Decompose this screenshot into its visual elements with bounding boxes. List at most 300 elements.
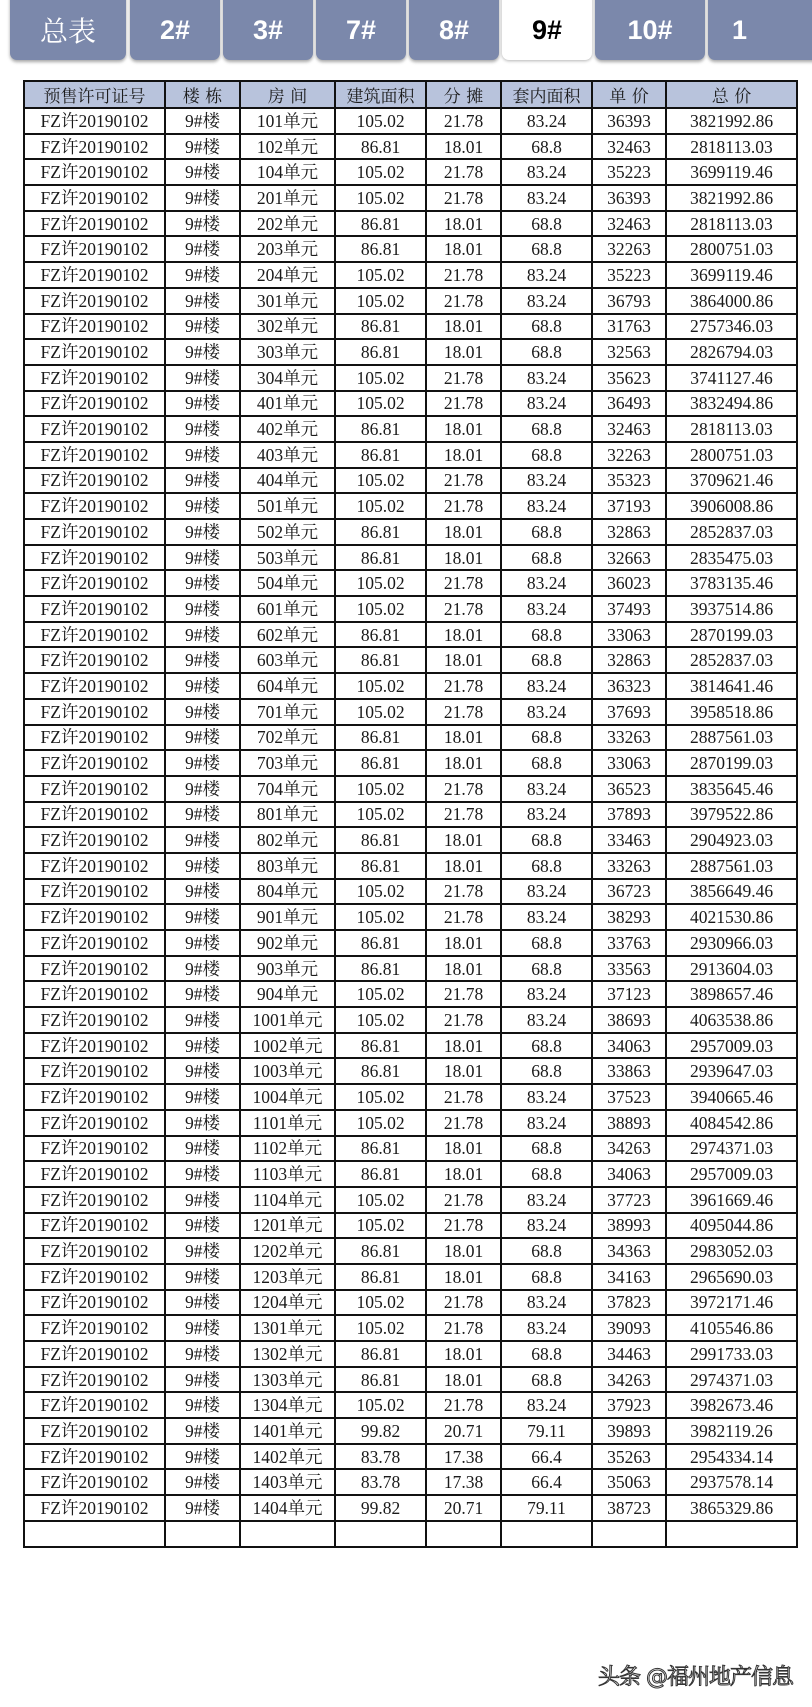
cell-total-price: 3979522.86 — [666, 802, 797, 828]
cell-unit: 704单元 — [240, 776, 335, 802]
table-row — [24, 1033, 797, 1059]
cell-net-area: 83.24 — [501, 776, 592, 802]
cell-building: 9#楼 — [165, 365, 240, 391]
cell-gross-area: 105.02 — [335, 879, 426, 905]
table-row — [24, 314, 797, 340]
table-row — [24, 827, 797, 853]
table-row — [24, 545, 797, 571]
cell-shared-area: 18.01 — [426, 416, 501, 442]
table-row — [24, 493, 797, 519]
table-row — [24, 1444, 797, 1470]
cell-unit: 904单元 — [240, 981, 335, 1007]
cell-permit-number: FZ许20190102 — [24, 1315, 165, 1341]
table-row — [24, 1367, 797, 1393]
cell-unit: 401单元 — [240, 391, 335, 417]
cell-permit-number: FZ许20190102 — [24, 1264, 165, 1290]
cell-net-area: 68.8 — [501, 519, 592, 545]
cell-permit-number: FZ许20190102 — [24, 1033, 165, 1059]
cell-unit: 501单元 — [240, 493, 335, 519]
cell-unit-price: 39093 — [592, 1315, 666, 1341]
cell-net-area: 83.24 — [501, 288, 592, 314]
cell-permit-number: FZ许20190102 — [24, 314, 165, 340]
cell-total-price: 2826794.03 — [666, 339, 797, 365]
cell-gross-area: 86.81 — [335, 1161, 426, 1187]
cell-permit-number: FZ许20190102 — [24, 1058, 165, 1084]
cell-unit-price: 37893 — [592, 802, 666, 828]
cell-unit-price: 33263 — [592, 853, 666, 879]
table-row — [24, 1136, 797, 1162]
cell-shared-area: 18.01 — [426, 1033, 501, 1059]
cell-unit-price: 36793 — [592, 288, 666, 314]
cell-unit-price: 34263 — [592, 1136, 666, 1162]
cell-unit-price — [592, 1521, 666, 1547]
cell-building: 9#楼 — [165, 930, 240, 956]
cell-net-area: 83.24 — [501, 570, 592, 596]
cell-unit-price: 34263 — [592, 1367, 666, 1393]
cell-gross-area: 105.02 — [335, 185, 426, 211]
table-row — [24, 211, 797, 237]
cell-gross-area: 105.02 — [335, 802, 426, 828]
cell-net-area: 79.11 — [501, 1495, 592, 1521]
cell-total-price: 3741127.46 — [666, 365, 797, 391]
table-row — [24, 159, 797, 185]
cell-unit-price: 32463 — [592, 211, 666, 237]
cell-total-price: 2954334.14 — [666, 1444, 797, 1470]
cell-building: 9#楼 — [165, 416, 240, 442]
cell-unit: 801单元 — [240, 802, 335, 828]
table-row — [24, 365, 797, 391]
cell-shared-area: 21.78 — [426, 1213, 501, 1239]
cell-unit: 302单元 — [240, 314, 335, 340]
cell-net-area: 83.24 — [501, 365, 592, 391]
table-row — [24, 699, 797, 725]
cell-unit-price: 38993 — [592, 1213, 666, 1239]
cell-unit-price: 36393 — [592, 108, 666, 134]
cell-total-price: 4084542.86 — [666, 1110, 797, 1136]
cell-building: 9#楼 — [165, 288, 240, 314]
tab-summary[interactable]: 总表 — [10, 0, 126, 60]
cell-permit-number: FZ许20190102 — [24, 622, 165, 648]
cell-building: 9#楼 — [165, 904, 240, 930]
cell-net-area: 83.24 — [501, 1290, 592, 1316]
cell-net-area: 68.8 — [501, 1033, 592, 1059]
table-row — [24, 1238, 797, 1264]
table-row — [24, 725, 797, 751]
table-row — [24, 1341, 797, 1367]
cell-shared-area: 18.01 — [426, 647, 501, 673]
table-row — [24, 134, 797, 160]
cell-permit-number: FZ许20190102 — [24, 211, 165, 237]
cell-building: 9#楼 — [165, 981, 240, 1007]
table-row — [24, 1418, 797, 1444]
cell-net-area: 83.24 — [501, 1213, 592, 1239]
tab-building-10[interactable]: 10# — [595, 0, 705, 60]
cell-gross-area: 105.02 — [335, 1007, 426, 1033]
cell-unit-price: 36723 — [592, 879, 666, 905]
cell-building: 9#楼 — [165, 1264, 240, 1290]
cell-building: 9#楼 — [165, 1058, 240, 1084]
cell-building: 9#楼 — [165, 596, 240, 622]
table-row — [24, 1264, 797, 1290]
cell-shared-area: 17.38 — [426, 1469, 501, 1495]
cell-unit: 701单元 — [240, 699, 335, 725]
cell-permit-number: FZ许20190102 — [24, 853, 165, 879]
cell-shared-area: 18.01 — [426, 1238, 501, 1264]
cell-gross-area: 105.02 — [335, 699, 426, 725]
cell-unit-price: 37193 — [592, 493, 666, 519]
cell-unit: 402单元 — [240, 416, 335, 442]
cell-gross-area: 105.02 — [335, 365, 426, 391]
cell-permit-number: FZ许20190102 — [24, 930, 165, 956]
cell-net-area: 68.8 — [501, 545, 592, 571]
cell-shared-area: 21.78 — [426, 596, 501, 622]
cell-unit: 104单元 — [240, 159, 335, 185]
cell-gross-area: 99.82 — [335, 1418, 426, 1444]
cell-permit-number: FZ许20190102 — [24, 545, 165, 571]
cell-gross-area: 86.81 — [335, 1367, 426, 1393]
cell-gross-area: 105.02 — [335, 493, 426, 519]
cell-permit-number: FZ许20190102 — [24, 365, 165, 391]
header-total-price: 总 价 — [666, 81, 797, 108]
tab-building-9[interactable]: 9# — [502, 0, 592, 60]
cell-permit-number: FZ许20190102 — [24, 956, 165, 982]
cell-unit: 1202单元 — [240, 1238, 335, 1264]
table-row — [24, 185, 797, 211]
table-row — [24, 981, 797, 1007]
cell-shared-area: 18.01 — [426, 1264, 501, 1290]
cell-total-price: 2974371.03 — [666, 1367, 797, 1393]
cell-shared-area: 21.78 — [426, 468, 501, 494]
table-row — [24, 647, 797, 673]
header-unit-price: 单 价 — [592, 81, 666, 108]
cell-gross-area: 105.02 — [335, 1110, 426, 1136]
tab-building-7[interactable]: 7# — [316, 0, 406, 60]
cell-shared-area — [426, 1521, 501, 1547]
table-row — [24, 1315, 797, 1341]
cell-net-area: 83.24 — [501, 159, 592, 185]
cell-shared-area: 18.01 — [426, 519, 501, 545]
cell-unit: 1002单元 — [240, 1033, 335, 1059]
cell-permit-number: FZ许20190102 — [24, 236, 165, 262]
cell-net-area: 68.8 — [501, 956, 592, 982]
table-row — [24, 1469, 797, 1495]
cell-unit-price: 34163 — [592, 1264, 666, 1290]
cell-building: 9#楼 — [165, 1392, 240, 1418]
cell-unit: 303单元 — [240, 339, 335, 365]
cell-total-price: 2818113.03 — [666, 134, 797, 160]
cell-shared-area: 21.78 — [426, 1110, 501, 1136]
cell-unit: 602单元 — [240, 622, 335, 648]
cell-building: 9#楼 — [165, 725, 240, 751]
cell-total-price: 3821992.86 — [666, 108, 797, 134]
cell-unit-price: 32663 — [592, 545, 666, 571]
cell-permit-number: FZ许20190102 — [24, 879, 165, 905]
cell-total-price: 4095044.86 — [666, 1213, 797, 1239]
cell-total-price: 2983052.03 — [666, 1238, 797, 1264]
cell-shared-area: 21.78 — [426, 1392, 501, 1418]
cell-net-area: 83.24 — [501, 493, 592, 519]
cell-net-area: 83.24 — [501, 185, 592, 211]
cell-building: 9#楼 — [165, 647, 240, 673]
tab-building-8[interactable]: 8# — [409, 0, 499, 60]
cell-gross-area: 105.02 — [335, 1213, 426, 1239]
cell-net-area: 83.24 — [501, 673, 592, 699]
cell-building: 9#楼 — [165, 1033, 240, 1059]
cell-unit-price: 38293 — [592, 904, 666, 930]
cell-total-price: 3835645.46 — [666, 776, 797, 802]
cell-net-area: 83.24 — [501, 699, 592, 725]
cell-unit: 1101单元 — [240, 1110, 335, 1136]
cell-shared-area: 21.78 — [426, 776, 501, 802]
cell-net-area: 83.24 — [501, 802, 592, 828]
cell-unit: 1302单元 — [240, 1341, 335, 1367]
cell-gross-area: 86.81 — [335, 622, 426, 648]
cell-gross-area: 105.02 — [335, 776, 426, 802]
cell-unit: 1204单元 — [240, 1290, 335, 1316]
table-row — [24, 750, 797, 776]
cell-permit-number: FZ许20190102 — [24, 1187, 165, 1213]
cell-total-price: 2852837.03 — [666, 647, 797, 673]
cell-net-area: 68.8 — [501, 930, 592, 956]
cell-shared-area: 18.01 — [426, 750, 501, 776]
cell-gross-area: 86.81 — [335, 827, 426, 853]
cell-unit: 1404单元 — [240, 1495, 335, 1521]
cell-shared-area: 21.78 — [426, 1290, 501, 1316]
cell-building: 9#楼 — [165, 1315, 240, 1341]
cell-gross-area: 86.81 — [335, 930, 426, 956]
cell-permit-number: FZ许20190102 — [24, 1136, 165, 1162]
cell-unit: 503单元 — [240, 545, 335, 571]
cell-total-price: 2852837.03 — [666, 519, 797, 545]
cell-building: 9#楼 — [165, 1367, 240, 1393]
cell-shared-area: 21.78 — [426, 391, 501, 417]
cell-unit: 903单元 — [240, 956, 335, 982]
cell-shared-area: 18.01 — [426, 134, 501, 160]
cell-shared-area: 18.01 — [426, 1058, 501, 1084]
cell-unit: 601单元 — [240, 596, 335, 622]
cell-unit: 1004单元 — [240, 1084, 335, 1110]
cell-unit-price: 32463 — [592, 416, 666, 442]
cell-gross-area: 105.02 — [335, 468, 426, 494]
cell-total-price: 2991733.03 — [666, 1341, 797, 1367]
cell-total-price: 2939647.03 — [666, 1058, 797, 1084]
table-row — [24, 673, 797, 699]
cell-unit-price: 32863 — [592, 519, 666, 545]
cell-building: 9#楼 — [165, 1110, 240, 1136]
tab-building-2[interactable]: 2# — [130, 0, 220, 60]
cell-building: 9#楼 — [165, 802, 240, 828]
cell-gross-area: 86.81 — [335, 1058, 426, 1084]
cell-permit-number: FZ许20190102 — [24, 442, 165, 468]
cell-building: 9#楼 — [165, 391, 240, 417]
cell-unit-price: 32863 — [592, 647, 666, 673]
cell-net-area: 68.8 — [501, 622, 592, 648]
cell-net-area: 83.24 — [501, 596, 592, 622]
table-row — [24, 956, 797, 982]
cell-unit: 204单元 — [240, 262, 335, 288]
table-row — [24, 1187, 797, 1213]
table-row — [24, 1058, 797, 1084]
cell-permit-number: FZ许20190102 — [24, 1110, 165, 1136]
cell-total-price: 2835475.03 — [666, 545, 797, 571]
cell-net-area: 83.24 — [501, 1084, 592, 1110]
cell-building: 9#楼 — [165, 1469, 240, 1495]
cell-shared-area: 21.78 — [426, 108, 501, 134]
cell-building: 9#楼 — [165, 108, 240, 134]
cell-unit-price: 36493 — [592, 391, 666, 417]
cell-unit-price: 37723 — [592, 1187, 666, 1213]
table-row — [24, 904, 797, 930]
cell-building: 9#楼 — [165, 827, 240, 853]
table-row — [24, 1161, 797, 1187]
cell-gross-area: 105.02 — [335, 108, 426, 134]
cell-permit-number: FZ许20190102 — [24, 673, 165, 699]
cell-gross-area: 86.81 — [335, 1033, 426, 1059]
cell-gross-area: 86.81 — [335, 545, 426, 571]
tab-building-3[interactable]: 3# — [223, 0, 313, 60]
cell-gross-area: 105.02 — [335, 391, 426, 417]
cell-unit-price: 32463 — [592, 134, 666, 160]
table-row — [24, 930, 797, 956]
cell-gross-area: 86.81 — [335, 1238, 426, 1264]
table-row — [24, 442, 797, 468]
cell-shared-area: 21.78 — [426, 185, 501, 211]
cell-net-area: 68.8 — [501, 236, 592, 262]
cell-net-area: 68.8 — [501, 647, 592, 673]
cell-total-price: 2957009.03 — [666, 1033, 797, 1059]
cell-permit-number: FZ许20190102 — [24, 468, 165, 494]
cell-permit-number: FZ许20190102 — [24, 288, 165, 314]
cell-shared-area: 18.01 — [426, 211, 501, 237]
cell-shared-area: 21.78 — [426, 288, 501, 314]
cell-unit-price: 32563 — [592, 339, 666, 365]
table-row — [24, 622, 797, 648]
cell-gross-area: 86.81 — [335, 1341, 426, 1367]
cell-permit-number: FZ许20190102 — [24, 1084, 165, 1110]
cell-unit: 902单元 — [240, 930, 335, 956]
cell-net-area: 83.24 — [501, 1315, 592, 1341]
cell-total-price: 3958518.86 — [666, 699, 797, 725]
price-table — [23, 80, 798, 1548]
cell-total-price: 3699119.46 — [666, 159, 797, 185]
header-unit: 房 间 — [240, 81, 335, 108]
cell-unit: 604单元 — [240, 673, 335, 699]
cell-total-price: 3982119.26 — [666, 1418, 797, 1444]
tab-building-next[interactable]: 1 — [708, 0, 812, 60]
cell-total-price: 2957009.03 — [666, 1161, 797, 1187]
cell-shared-area: 21.78 — [426, 699, 501, 725]
cell-unit-price: 32263 — [592, 442, 666, 468]
cell-unit: 1103单元 — [240, 1161, 335, 1187]
table-row — [24, 1495, 797, 1521]
cell-permit-number: FZ许20190102 — [24, 493, 165, 519]
cell-unit: 603单元 — [240, 647, 335, 673]
cell-gross-area: 86.81 — [335, 1136, 426, 1162]
table-row — [24, 236, 797, 262]
cell-gross-area: 83.78 — [335, 1444, 426, 1470]
cell-gross-area: 105.02 — [335, 159, 426, 185]
table-row — [24, 776, 797, 802]
header-building: 楼 栋 — [165, 81, 240, 108]
cell-permit-number: FZ许20190102 — [24, 904, 165, 930]
cell-net-area: 83.24 — [501, 391, 592, 417]
cell-permit-number: FZ许20190102 — [24, 262, 165, 288]
table-row — [24, 391, 797, 417]
cell-gross-area: 105.02 — [335, 570, 426, 596]
header-permit-number: 预售许可证号 — [24, 81, 165, 108]
table-row — [24, 879, 797, 905]
cell-total-price: 2913604.03 — [666, 956, 797, 982]
cell-building: 9#楼 — [165, 211, 240, 237]
cell-unit-price: 38693 — [592, 1007, 666, 1033]
cell-gross-area: 86.81 — [335, 416, 426, 442]
cell-net-area: 83.24 — [501, 981, 592, 1007]
cell-building: 9#楼 — [165, 1418, 240, 1444]
cell-building: 9#楼 — [165, 1136, 240, 1162]
cell-unit-price: 33063 — [592, 750, 666, 776]
cell-total-price — [666, 1521, 797, 1547]
cell-total-price: 3699119.46 — [666, 262, 797, 288]
cell-total-price: 4021530.86 — [666, 904, 797, 930]
cell-unit-price: 37923 — [592, 1392, 666, 1418]
cell-shared-area: 18.01 — [426, 339, 501, 365]
cell-unit: 301单元 — [240, 288, 335, 314]
cell-gross-area: 105.02 — [335, 262, 426, 288]
cell-gross-area: 105.02 — [335, 1315, 426, 1341]
cell-shared-area: 18.01 — [426, 314, 501, 340]
cell-total-price: 2965690.03 — [666, 1264, 797, 1290]
cell-unit: 1102单元 — [240, 1136, 335, 1162]
cell-shared-area: 18.01 — [426, 956, 501, 982]
cell-permit-number: FZ许20190102 — [24, 1495, 165, 1521]
cell-total-price: 4063538.86 — [666, 1007, 797, 1033]
table-row — [24, 1084, 797, 1110]
cell-shared-area: 21.78 — [426, 365, 501, 391]
cell-shared-area: 21.78 — [426, 493, 501, 519]
cell-unit: 304单元 — [240, 365, 335, 391]
cell-unit: 1401单元 — [240, 1418, 335, 1444]
cell-building: 9#楼 — [165, 1290, 240, 1316]
cell-building — [165, 1521, 240, 1547]
cell-net-area: 83.24 — [501, 1392, 592, 1418]
cell-unit: 202单元 — [240, 211, 335, 237]
cell-unit-price: 35223 — [592, 159, 666, 185]
cell-net-area: 83.24 — [501, 879, 592, 905]
cell-net-area: 83.24 — [501, 1007, 592, 1033]
cell-total-price: 3982673.46 — [666, 1392, 797, 1418]
cell-building: 9#楼 — [165, 339, 240, 365]
cell-gross-area: 83.78 — [335, 1469, 426, 1495]
cell-unit-price: 34463 — [592, 1341, 666, 1367]
table-row — [24, 596, 797, 622]
cell-shared-area: 18.01 — [426, 236, 501, 262]
cell-gross-area: 86.81 — [335, 519, 426, 545]
cell-permit-number: FZ许20190102 — [24, 1161, 165, 1187]
cell-unit: 504单元 — [240, 570, 335, 596]
cell-permit-number: FZ许20190102 — [24, 1418, 165, 1444]
cell-permit-number: FZ许20190102 — [24, 570, 165, 596]
cell-unit: 1402单元 — [240, 1444, 335, 1470]
cell-permit-number: FZ许20190102 — [24, 596, 165, 622]
cell-permit-number: FZ许20190102 — [24, 1392, 165, 1418]
cell-net-area: 68.8 — [501, 853, 592, 879]
table-header-row — [24, 81, 797, 108]
cell-total-price: 3906008.86 — [666, 493, 797, 519]
cell-unit-price: 37523 — [592, 1084, 666, 1110]
cell-unit-price: 38893 — [592, 1110, 666, 1136]
cell-net-area: 83.24 — [501, 904, 592, 930]
cell-unit: 803单元 — [240, 853, 335, 879]
